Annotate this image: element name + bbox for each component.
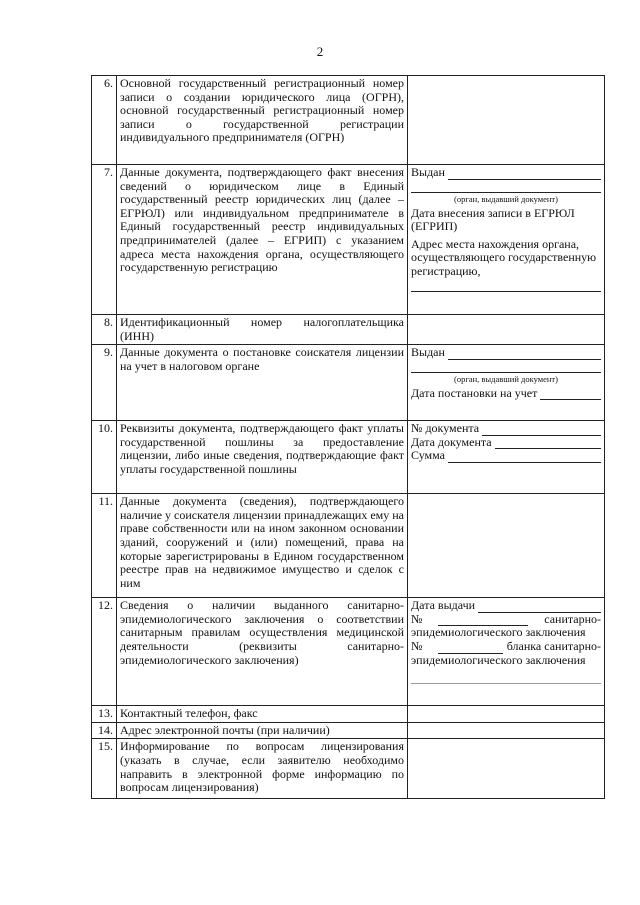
table-row	[92, 345, 605, 421]
row-description: Адрес электронной почты (при наличии)	[117, 722, 408, 739]
inn-field[interactable]	[408, 315, 605, 345]
row-description: Информирование по вопросам лицензирования (указать в случае, если заявителю необходимо направить в электронной форме информацию по вопросам лицензирования)	[117, 739, 408, 799]
table-row	[92, 421, 605, 494]
table-row	[92, 165, 605, 315]
address-label: Адрес места нахождения органа, осуществляющего государственную регистрацию,	[411, 236, 597, 278]
tax-registration-field[interactable]	[408, 345, 605, 421]
page-number: 2	[316, 44, 324, 59]
table-row	[92, 76, 605, 165]
row-description: Реквизиты документа, подтверждающего факт уплаты государственной пошлины за предоставление лицензии, либо иные сведения, подтверждающие факт уплаты государственной пошлины	[117, 421, 408, 494]
row-number: 8.	[92, 315, 117, 345]
table-row	[92, 494, 605, 598]
issue-date-label: Дата выдачи	[411, 598, 476, 613]
row-number: 9.	[92, 345, 117, 421]
email-field[interactable]	[408, 722, 605, 739]
table-row	[92, 706, 605, 723]
form-number-text-1: бланка санитарно-	[506, 638, 601, 653]
fee-payment-field[interactable]	[408, 421, 605, 494]
row-description: Данные документа (сведения), подтверждающего наличие у соискателя лицензии принадлежащих ему на праве собственности или на ином законном основании зданий, сооружений и (или) помещений, права на которые зарегистрированы в Едином государственном реестре прав на недвижимое имущество и сделок с ним	[117, 494, 408, 598]
licensing-info-field[interactable]	[408, 739, 605, 799]
row-number: 12.	[92, 598, 117, 706]
issued-label: Выдан	[411, 165, 445, 179]
row-description: Идентификационный номер налогоплательщика (ИНН)	[117, 315, 408, 345]
number-prefix-2: №	[411, 638, 423, 653]
table-row	[92, 722, 605, 739]
row-number: 13.	[92, 706, 117, 723]
row-description: Данные документа, подтверждающего факт внесения сведений о юридическом лице в Единый государственный реестр юридических лиц (далее – ЕГРЮЛ) или индивидуальном предпринимателе в Единый государственный реестр индивидуальных предпринимателей (далее – ЕГРИП) с указанием адреса места нахождения органа, осуществляющего государственную регистрацию	[117, 165, 408, 315]
row-description: Сведения о наличии выданного санитарно-эпидемиологического заключения о соответствии санитарным правилам осуществления медицинской деятельности (реквизиты санитарно-эпидемиологического заключения)	[117, 598, 408, 706]
entry-date-label: Дата внесения записи в ЕГРЮЛ (ЕГРИП)	[411, 205, 575, 234]
issuer-hint: (орган, выдавший документ)	[454, 193, 558, 204]
row-number: 10.	[92, 421, 117, 494]
table-row	[92, 739, 605, 799]
sanitary-conclusion-field[interactable]	[408, 598, 605, 706]
phone-fax-field[interactable]	[408, 706, 605, 723]
license-application-table	[91, 75, 605, 799]
property-rights-field[interactable]	[408, 494, 605, 598]
conclusion-text: эпидемиологического заключения	[411, 625, 586, 640]
issuer-hint: (орган, выдавший документ)	[454, 373, 558, 384]
row-description: Основной государственный регистрационный номер записи о создании юридического лица (ОГРН), основной государственный регистрационный номер записи о государственной регистрации индивидуального предпринимателя (ОГРН)	[117, 76, 408, 165]
issued-label: Выдан	[411, 345, 445, 360]
egrul-document-field[interactable]	[408, 165, 605, 315]
row-description: Контактный телефон, факс	[117, 706, 408, 723]
table-row	[92, 598, 605, 706]
row-number: 7.	[92, 165, 117, 315]
row-number: 11.	[92, 494, 117, 598]
doc-date-label: Дата документа	[411, 434, 492, 449]
form-number-text: эпидемиологического заключения	[411, 652, 586, 667]
amount-label: Сумма	[411, 448, 445, 463]
doc-number-label: № документа	[411, 421, 480, 436]
row-number: 6.	[92, 76, 117, 165]
row-description: Данные документа о постановке соискателя лицензии на учет в налоговом органе	[117, 345, 408, 421]
ogrn-field[interactable]	[408, 76, 605, 165]
conclusion-text-1: санитарно-	[544, 611, 601, 626]
row-number: 14.	[92, 722, 117, 739]
table-row	[92, 315, 605, 345]
number-prefix: №	[411, 611, 423, 626]
row-number: 15.	[92, 739, 117, 799]
registration-date-label: Дата постановки на учет	[411, 385, 538, 400]
